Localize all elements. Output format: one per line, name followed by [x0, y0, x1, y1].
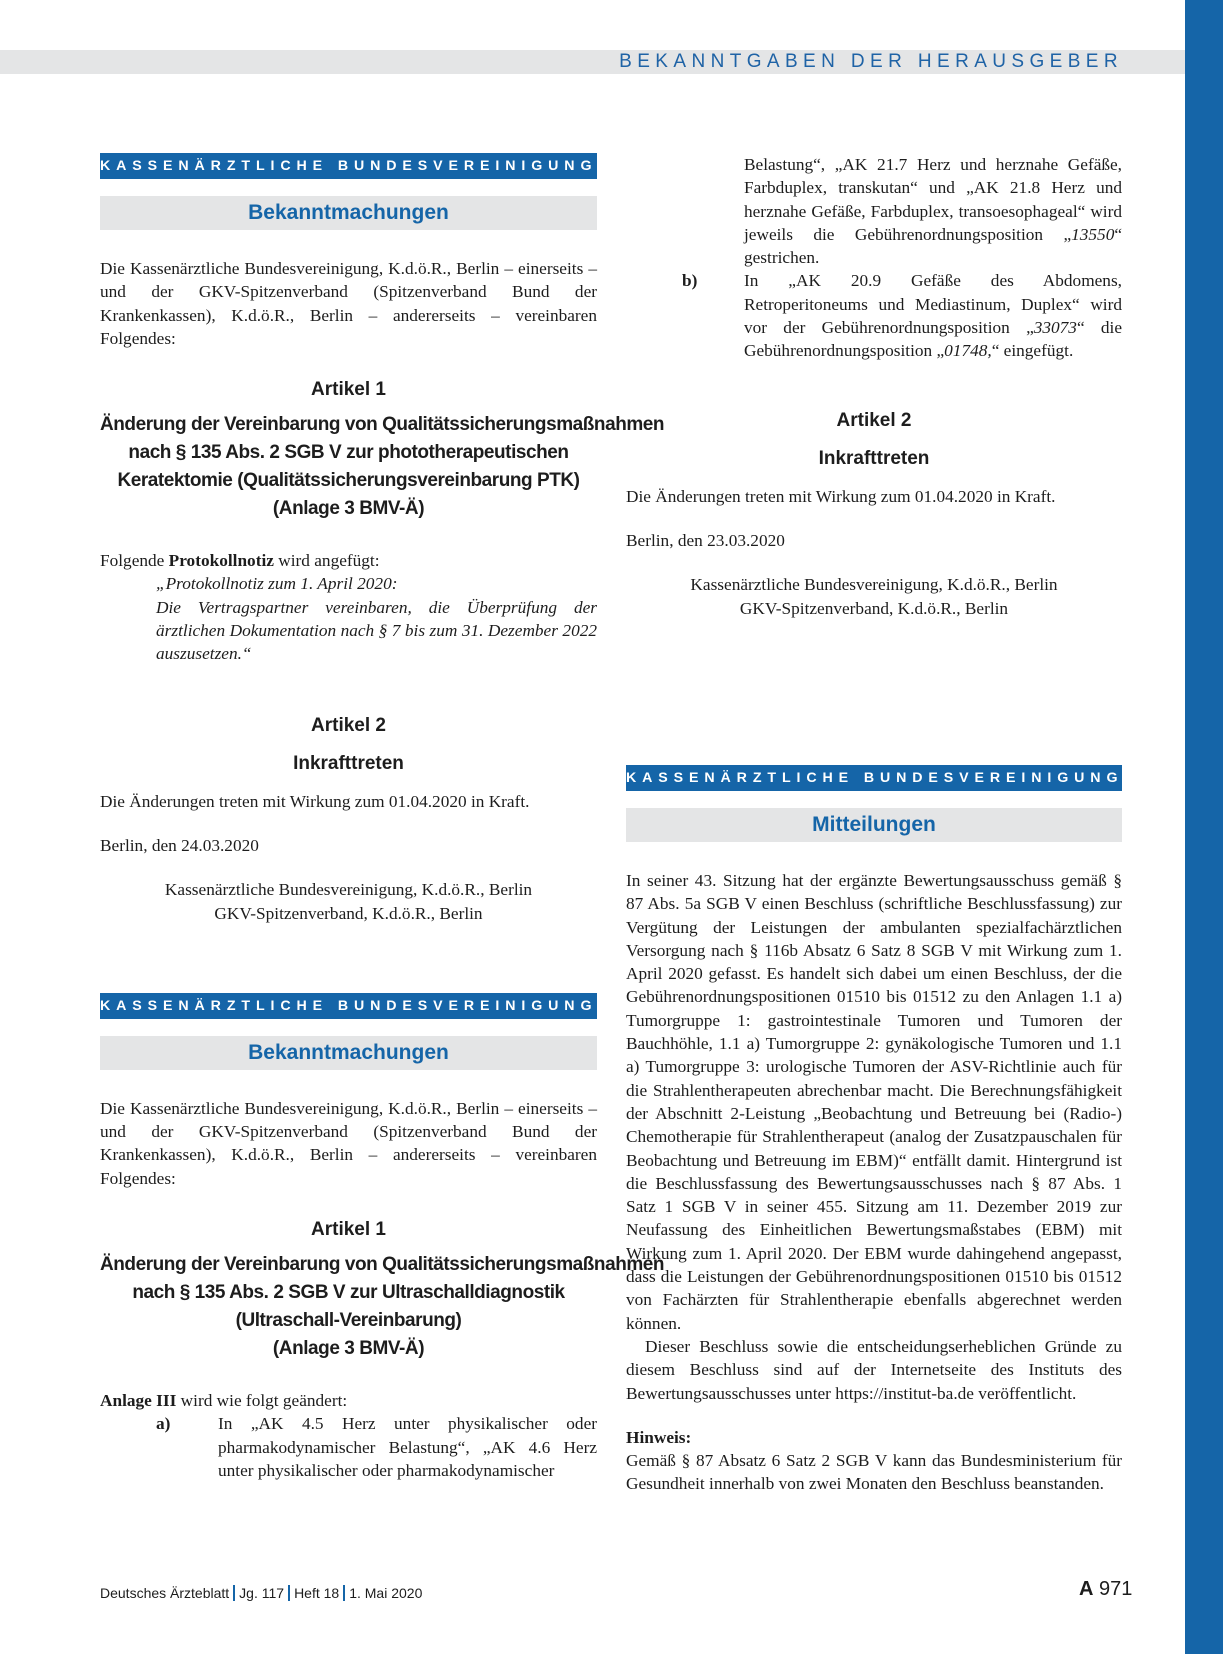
notice1-article1-title-line: (Anlage 3 BMV-Ä) [272, 498, 425, 520]
notice2-item-b-code1: 33073 [1033, 318, 1077, 338]
notice1-amendment-line [100, 549, 597, 572]
notice2-effective: Die Änderungen treten mit Wirkung zum 01.04.2020 in Kraft. [626, 486, 1056, 506]
notice2-item-b [626, 269, 1122, 362]
notice2-item-a-cont-pre: Belastung“, „AK 21.7 Herz und herznahe Gefäße, Farbduplex, transkutan“ und „AK 21.8 Herz und herznahe Gefäße, Farbduplex, transoesophageal“ wird jeweils die Gebührenordnungsposition „ [744, 155, 1122, 244]
footer-issue: Heft 18 [294, 1585, 340, 1601]
notice1-article1-title-line: Keratektomie (Qualitätssicherungsvereinbarung PTK) [117, 470, 580, 492]
footer-volume: Jg. 117 [239, 1585, 285, 1601]
notice3-hint-label-text: Hinweis: [626, 1427, 692, 1447]
notice2-item-b-text [744, 269, 1122, 362]
notice1-amend-prefix: Folgende [100, 551, 169, 571]
notice2-article1-title-line: (Ultraschall-Vereinbarung) [235, 1310, 462, 1332]
notice1 [100, 153, 665, 925]
notice1-article1-title [100, 411, 665, 523]
notice2-item-a-continued [626, 153, 1122, 269]
footer-separator [233, 1585, 235, 1601]
sidebar-accent-bar [1185, 0, 1223, 1654]
notice2-item-a [100, 1412, 597, 1482]
footer-date: 1. Mai 2020 [349, 1585, 423, 1601]
notice2-item-b-code2: 01748, [944, 341, 992, 361]
notice1-signatory-kbv: Kassenärztliche Bundesvereinigung, K.d.ö.R., Berlin [164, 880, 533, 900]
notice2-article2-title: Inkrafttreten [818, 447, 930, 469]
notice3 [626, 765, 1122, 1496]
footer-separator [343, 1585, 345, 1601]
footer-citation [100, 1585, 422, 1601]
notice3-paragraph1: In seiner 43. Sitzung hat der ergänzte Bewertungsausschuss gemäß § 87 Abs. 5a SGB V einen Beschluss (schriftliche Beschlussfassung) zur Vergütung der Leistungen der ambulanten spezialfachärztlichen Versorgung nach § 116b Absatz 6 Satz 8 SGB V mit Wirkung zum 1. April 2020 gefasst. Es handelt sich dabei um einen Beschluss, der die Gebührenordnungspositionen 01510 bis 01512 zu den Anlagen 1.1 a) Tumorgruppe 1: gastrointestinale Tumoren und Tumoren der Bauchhöhle, 1.1 a) Tumorgruppe 2: gynäkologische Tumoren und 1.1 a) Tumorgruppe 3: urologische Tumoren der ASV-Richtlinie auch für die Strahlentherapeuten abrechenbar macht. Die Berechnungsfähigkeit der Abschnitt 2-Leistung „Beobachtung und Betreuung bei (Radio-) Chemotherapie für Strahlentherapeut (analog der Zusatzpauschalen für Beobachtung und Betreuung im EBM)“ entfällt damit. Hintergrund ist die Beschlussfassung des Bewertungsausschusses nach § 87 Abs. 1 Satz 1 SGB V in seiner 455. Sitzung am 11. Dezember 2019 zur Neufassung des Einheitlichen Bewertungsmaßstabes (EBM) mit Wirkung zum 1. April 2020. Der EBM wurde dahingehend angepasst, dass die Leistungen der Gebührenordnungspositionen 01510 bis 01512 von Fachärzten für Strahlentherapie ebenfalls abgerechnet werden können. [626, 871, 1122, 1333]
notice2-item-b-key: b) [682, 271, 698, 291]
notice1-date: Berlin, den 24.03.2020 [100, 835, 259, 855]
page-number-value: 971 [1099, 1578, 1133, 1600]
notice3-subtitle: Mitteilungen [626, 808, 1122, 842]
notice2-item-a-text: In „AK 4.5 Herz unter physikalischer oder pharmakodynamischer Belastung“, „AK 4.6 Herz unter physikalischer oder pharmakodynamischer [218, 1414, 597, 1480]
notice1-intro: Die Kassenärztliche Bundesvereinigung, K.d.ö.R., Berlin – einerseits – und der GKV-Spitzenverband (Spitzenverband Bund der Krankenkassen), K.d.ö.R., Berlin – andererseits – vereinbaren Folgendes: [100, 259, 597, 348]
notice1-amend-bold: Protokollnotiz [168, 551, 274, 571]
notice1-effective: Die Änderungen treten mit Wirkung zum 01.04.2020 in Kraft. [100, 791, 530, 811]
notice2-signatory-kbv: Kassenärztliche Bundesvereinigung, K.d.ö.R., Berlin [690, 575, 1058, 595]
notice2-article1-number: Artikel 1 [311, 1219, 386, 1241]
notice2-item-b-pre: In „AK 20.9 Gefäße des Abdomens, Retroperitoneums und Mediastinum, Duplex“ wird vor der Gebührenordnungsposition „ [744, 271, 1122, 338]
page-number [1079, 1578, 1132, 1601]
page-prefix: A [1079, 1578, 1094, 1600]
footer-separator [288, 1585, 290, 1601]
notice2-item-a-key: a) [156, 1414, 171, 1434]
right-column [626, 153, 1122, 620]
notice1-article1-number: Artikel 1 [311, 379, 386, 401]
notice3-hint-text: Gemäß § 87 Absatz 6 Satz 2 SGB V kann das Bundesministerium für Gesundheit innerhalb von zwei Monaten den Beschluss beanstanden. [626, 1451, 1122, 1494]
notice2-intro: Die Kassenärztliche Bundesvereinigung, K.d.ö.R., Berlin – einerseits – und der GKV-Spitzenverband (Spitzenverband Bund der Krankenkassen), K.d.ö.R., Berlin – andererseits – vereinbaren Folgendes: [100, 1098, 597, 1188]
notice2-amendment-line [100, 1389, 597, 1412]
notice1-quote-title: „Protokollnotiz zum 1. April 2020: [156, 574, 398, 594]
notice2-label: KASSENÄRZTLICHE BUNDESVEREINIGUNG [100, 993, 597, 1019]
notice2-amend-suffix: wird wie folgt geändert: [176, 1391, 348, 1411]
notice1-article2-number: Artikel 2 [311, 714, 386, 736]
notice2-date: Berlin, den 23.03.2020 [626, 530, 785, 550]
notice1-amend-suffix: wird angefügt: [273, 551, 380, 571]
notice3-paragraph2: Dieser Beschluss sowie die entscheidungserheblichen Gründe zu diesem Beschluss sind auf der Internetseite des Instituts des Bewertungsausschusses unter https://institut-ba.de veröffentlicht. [626, 1336, 1122, 1403]
footer-journal: Deutsches Ärzteblatt [100, 1585, 230, 1601]
notice1-article1-title-line: Änderung der Vereinbarung von Qualitätssicherungsmaßnahmen [100, 414, 665, 436]
notice2-article2-number: Artikel 2 [836, 409, 912, 431]
notice2-amend-bold: Anlage III [100, 1391, 177, 1411]
notice2-item-b-post: “ eingefügt. [991, 341, 1074, 361]
notice2-item-b-mid: “ die Gebührenordnungsposition „ [744, 318, 1122, 361]
notice1-article2-title: Inkrafttreten [293, 752, 404, 774]
notice1-label: KASSENÄRZTLICHE BUNDESVEREINIGUNG [100, 153, 597, 179]
notice2-article1-title [100, 1251, 665, 1363]
notice2-article1-title-line: Änderung der Vereinbarung von Qualitätssicherungsmaßnahmen [100, 1254, 665, 1276]
notice2-subtitle: Bekanntmachungen [100, 1036, 597, 1070]
notice1-quote [100, 572, 597, 665]
notice2-item-a-cont-post: “ gestrichen. [744, 224, 1122, 268]
notice2-signatory-gkv: GKV-Spitzenverband, K.d.ö.R., Berlin [739, 598, 1009, 618]
notice1-subtitle: Bekanntmachungen [100, 196, 597, 230]
notice2-item-a-code: 13550 [1071, 224, 1115, 244]
notice1-article1-title-line: nach § 135 Abs. 2 SGB V zur phototherapeutischen [128, 442, 569, 464]
notice2-article1-title-line: (Anlage 3 BMV-Ä) [272, 1338, 425, 1360]
notice1-quote-text: Die Vertragspartner vereinbaren, die Überprüfung der ärztlichen Dokumentation nach § 7 bis zum 31. Dezember 2022 auszusetzen.“ [156, 597, 597, 664]
notice3-label: KASSENÄRZTLICHE BUNDESVEREINIGUNG [626, 765, 1122, 791]
notice2-article1-title-line: nach § 135 Abs. 2 SGB V zur Ultraschalldiagnostik [132, 1282, 565, 1304]
section-title: BEKANNTGABEN DER HERAUSGEBER [619, 51, 1123, 72]
notice3-hint-label [626, 1426, 1122, 1449]
notice1-signatory-gkv: GKV-Spitzenverband, K.d.ö.R., Berlin [214, 903, 483, 923]
